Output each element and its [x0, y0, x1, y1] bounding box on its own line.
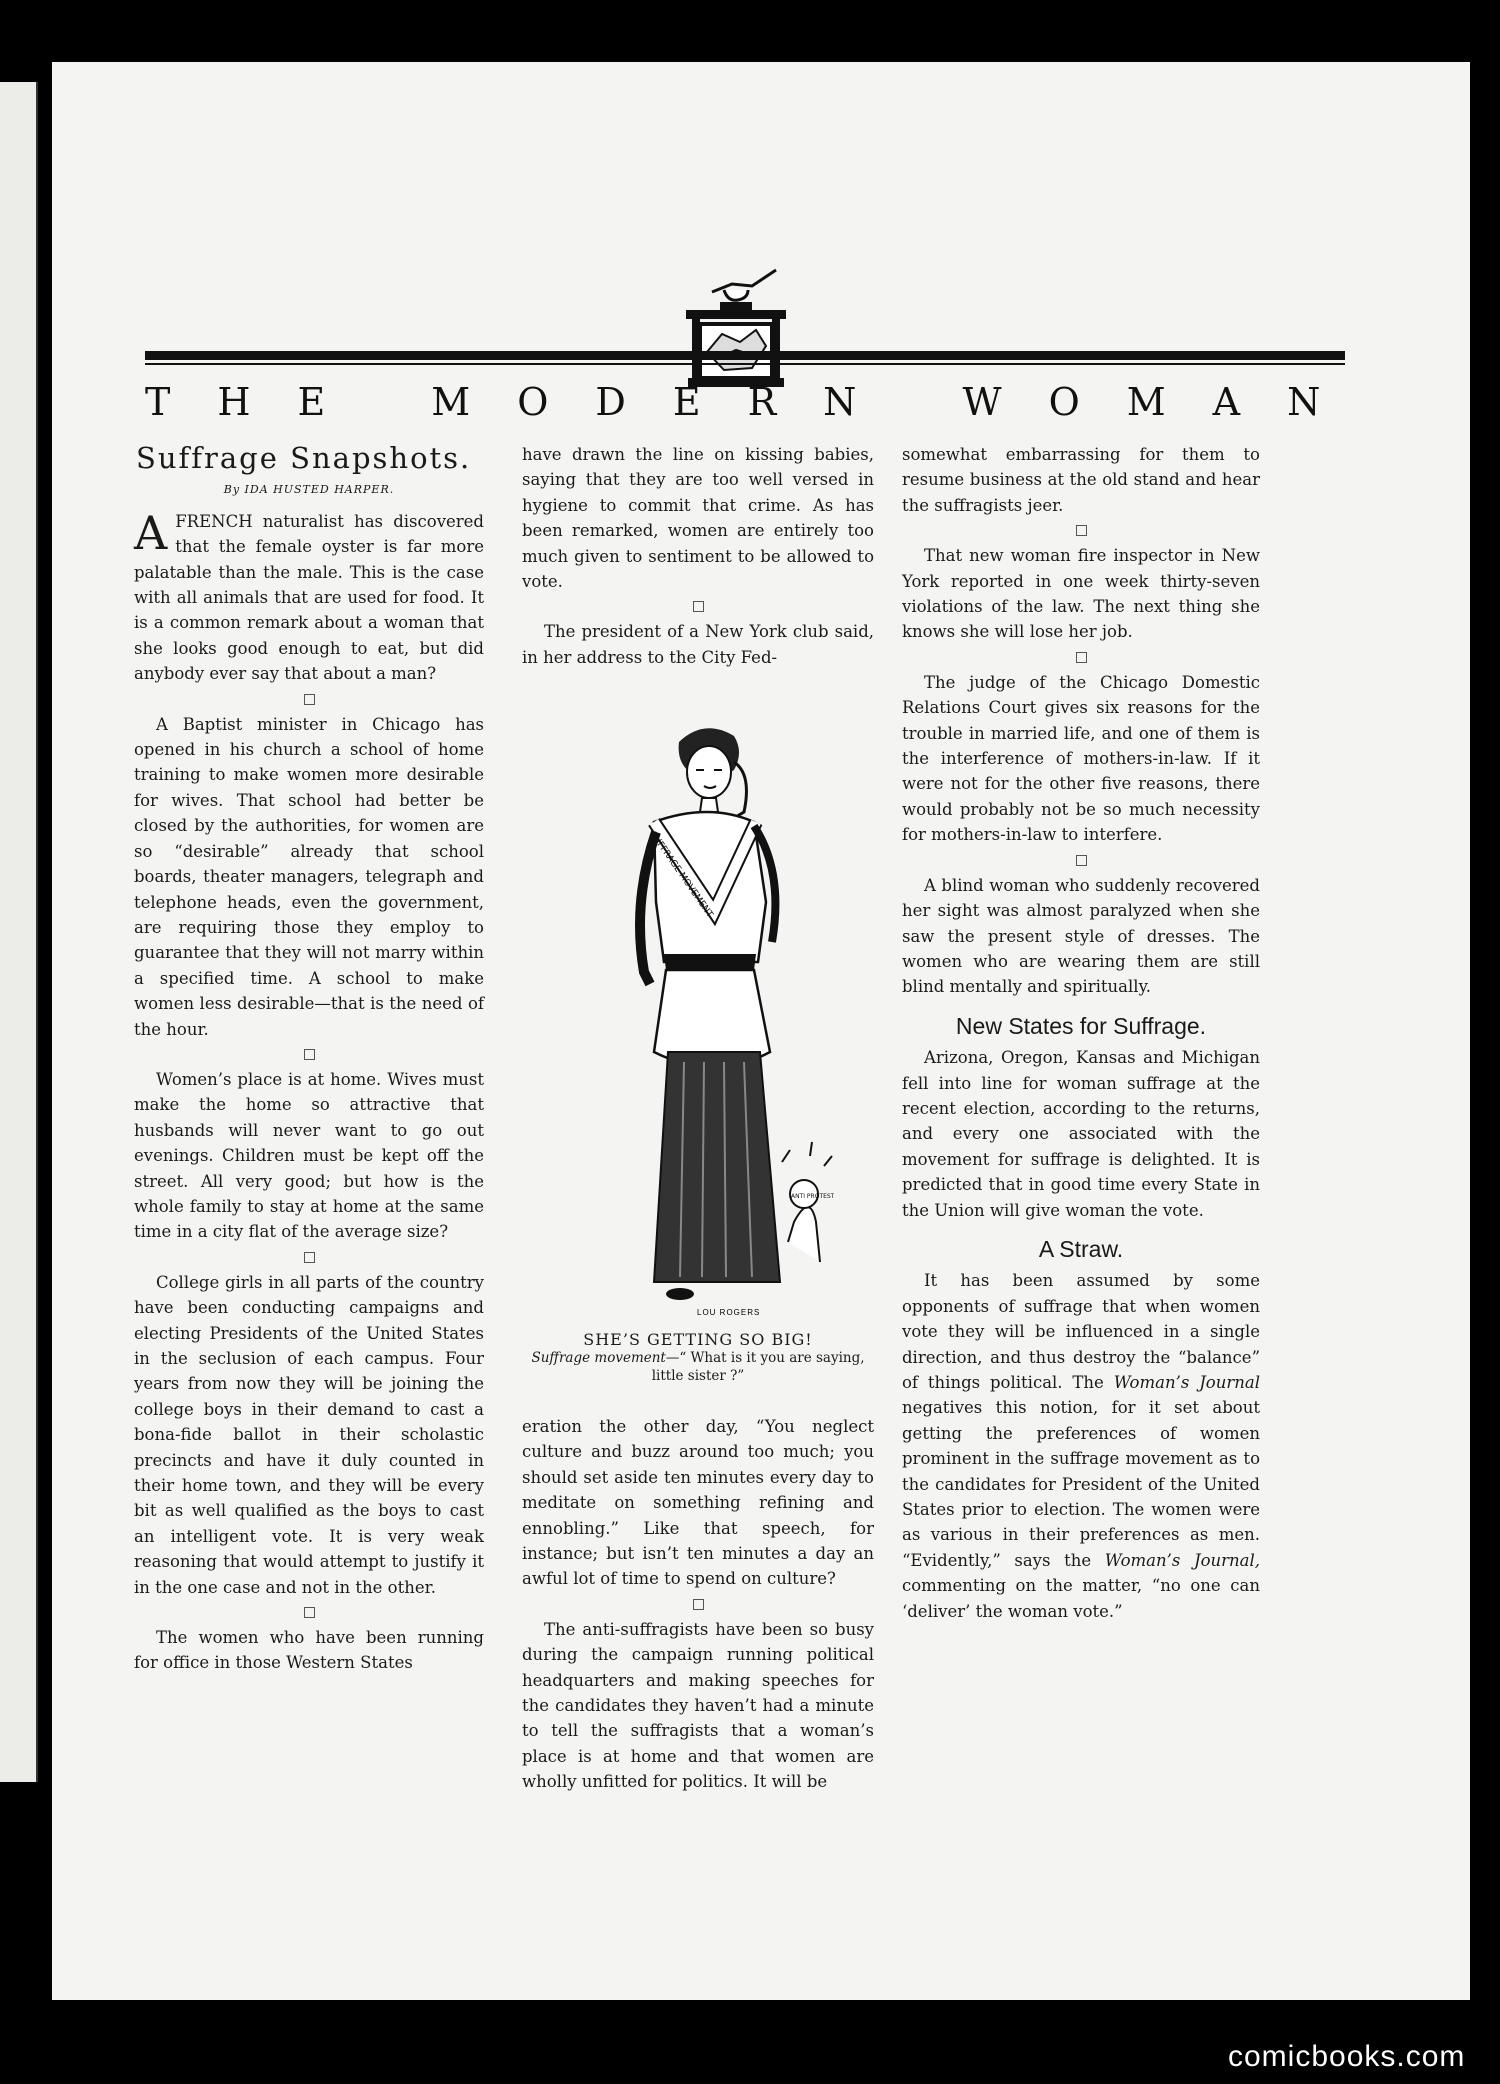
paragraph: A Baptist minister in Chicago has opened in his church a school of home training to make women more desirable for wives. That school had better be closed by the authorities, for women are so “desirable” already that school boards, theater managers, telegraph and telephone heads, even the government, are requiring those they employ to guarantee that they will not marry within a specified time. A school to make women less desirable—that is the need of the hour.	[134, 714, 484, 1039]
section-separator-icon	[1076, 652, 1087, 663]
section-separator-icon	[1076, 525, 1087, 536]
paragraph: The judge of the Chicago Domestic Relations Court gives six reasons for the trouble in married life, and one of them is the interference of mothers-in-law. If it were not for the other five reasons, there would probably not be so much necessity for mothers-in-law to interfere.	[902, 672, 1260, 845]
cartoon-caption	[522, 1330, 874, 1385]
watermark: comicbooks.com	[1228, 2040, 1466, 2073]
column-2-top	[522, 442, 874, 670]
article-title-suffrage-snapshots: Suffrage Snapshots.	[136, 441, 472, 475]
paragraph: have drawn the line on kissing babies, saying that they are too well versed in hygiene to commit that crime. As has been remarked, women are entirely too much given to sentiment to be allowed to vote.	[522, 445, 874, 592]
paragraph: College girls in all parts of the country have been conducting campaigns and electing Presidents of the United States in the seclusion of each campus. Four years from now they will be joining the college boys in their demand to cast a bona-fide ballot in their scholastic precincts and have it duly counted in their home town, and they will be every bit as well qualified as the boys to cast an intelligent vote. It is very weak reasoning that would attempt to justify it in the one case and not in the other.	[134, 1272, 484, 1597]
header-rule	[145, 351, 1345, 360]
section-separator-icon	[693, 1599, 704, 1610]
magazine-page	[52, 62, 1470, 2000]
byline: By IDA HUSTED HARPER.	[223, 483, 395, 497]
cartoon-tiny-text: ANTI PROTEST	[791, 1193, 834, 1200]
section-separator-icon	[304, 1049, 315, 1060]
paragraph: The women who have been running for office in those Western States	[134, 1628, 484, 1673]
section-separator-icon	[304, 1252, 315, 1263]
section-separator-icon	[693, 601, 704, 612]
paragraph: AFRENCH naturalist has discovered that the female oyster is far more palatable than the male. This is the case with all animals that are used for food. It is a common remark about a woman that she looks good enough to eat, but did anybody ever say that about a man?	[134, 505, 484, 684]
column-1	[134, 442, 484, 1676]
facing-page-edge	[0, 82, 38, 1782]
drop-cap: A	[134, 505, 168, 560]
cartoon-illustration	[584, 722, 834, 1322]
article-title-a-straw: A Straw.	[1038, 1235, 1124, 1262]
page-title: THE MODERN WOMAN	[145, 380, 1368, 424]
section-separator-icon	[1076, 855, 1087, 866]
cartoon-sash-text: SUFFRAGE MOVEMENT	[647, 829, 715, 920]
column-3	[902, 442, 1260, 1624]
article-title-new-states: New States for Suffrage.	[955, 1012, 1207, 1039]
section-separator-icon	[304, 694, 315, 705]
paragraph: Arizona, Oregon, Kansas and Michigan fell into line for woman suffrage at the recent election, according to the returns, and every one associated with the movement for suffrage is delighted. It is predicted that in good time every State in the Union will give woman the vote.	[902, 1048, 1260, 1220]
paragraph: Women’s place is at home. Wives must make the home so attractive that husbands will never want to go out evenings. Children must be kept off the street. All very good; but how is the whole family to stay at home at the same time in a city flat of the average size?	[134, 1069, 484, 1242]
paragraph: somewhat embarrassing for them to resume business at the old stand and hear the suffragists jeer.	[902, 445, 1260, 515]
paragraph: The president of a New York club said, in her address to the City Fed-	[522, 622, 874, 667]
caption-title: SHE’S GETTING SO BIG!	[583, 1330, 813, 1349]
section-separator-icon	[304, 1607, 315, 1618]
cartoon-credit: LOU ROGERS	[697, 1308, 761, 1317]
caption-text: Suffrage movement—“ What is it you are saying, little sister ?”	[531, 1350, 865, 1384]
column-2-bottom	[522, 1414, 874, 1795]
paragraph: eration the other day, “You neglect culture and buzz around too much; you should set aside ten minutes every day to meditate on something refining and ennobling.” Like that speech, for instance; but isn’t ten minutes a day an awful lot of time to spend on culture?	[522, 1417, 874, 1589]
paragraph: That new woman fire inspector in New York reported in one week thirty-seven violations of the law. The next thing she knows she will lose her job.	[902, 546, 1260, 642]
paragraph: The anti-suffragists have been so busy during the campaign running political headquarters and making speeches for the candidates they haven’t had a minute to tell the suffragists that a woman’s place is at home and that women are wholly unfitted for politics. It will be	[522, 1619, 874, 1792]
paragraph: It has been assumed by some opponents of suffrage that when women vote they will be influenced in a single direction, and thus destroy the “balance” of things political. The Woman’s Journal negatives this notion, for it set about getting the preferences of women prominent in the suffrage movement as to the candidates for President of the United States prior to election. The women were as various in their preferences as men. “Evidently,” says the Woman’s Journal, commenting on the matter, “no one can ‘deliver’ the woman vote.”	[902, 1271, 1260, 1621]
paragraph: A blind woman who suddenly recovered her sight was almost paralyzed when she saw the present style of dresses. The women who are wearing them are still blind mentally and spiritually.	[902, 875, 1260, 997]
